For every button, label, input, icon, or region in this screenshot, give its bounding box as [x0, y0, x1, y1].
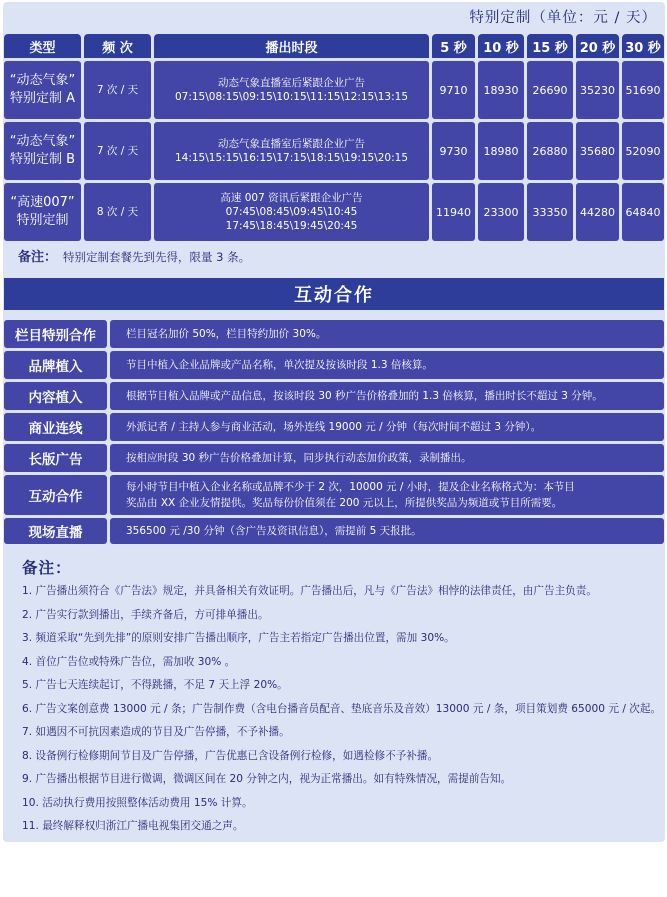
note-item: 7. 如遇因不可抗因素造成的节目及广告停播，不予补播。	[22, 726, 290, 738]
header-frequency: 频 次	[84, 34, 151, 58]
header-type: 类型	[4, 34, 81, 58]
type-line: 特别定制 B	[9, 152, 76, 167]
price-15s: 26880	[527, 122, 573, 180]
header-15s: 15 秒	[527, 34, 573, 58]
cooperation-row	[4, 413, 664, 441]
price-5s: 9730	[432, 122, 475, 180]
price-10s: 23300	[478, 183, 524, 241]
cooperation-label: 互动合作	[4, 475, 107, 515]
note-item: 1. 广告播出须符合《广告法》规定，并具备相关有效证明。广告播出后，凡与《广告法》相悖的法律责任，由广告主负责。	[22, 585, 597, 597]
table-row-slot	[154, 122, 429, 180]
price-20s: 44280	[576, 183, 619, 241]
cooperation-text: 根据节目植入品牌或产品信息，按该时段 30 秒广告价格叠加的 1.3 倍核算，播出时长不超过 3 分钟。	[110, 382, 664, 410]
price-20s: 35680	[576, 122, 619, 180]
table-row-slot	[154, 61, 429, 119]
cooperation-text: 356500 元 /30 分钟（含广告及资讯信息），需提前 5 天报批。	[110, 518, 664, 544]
cooperation-label: 现场直播	[4, 518, 107, 544]
table-row-type	[4, 183, 81, 241]
slot-line: 动态气象直播室后紧跟企业广告	[218, 77, 365, 89]
price-30s: 51690	[622, 61, 664, 119]
cooperation-label: 品牌植入	[4, 351, 107, 379]
table-row-type	[4, 122, 81, 180]
header-5s: 5 秒	[432, 34, 475, 58]
table-note	[18, 246, 250, 265]
note-item: 3. 频道采取“先到先排”的原则安排广告播出顺序，广告主若指定广告播出位置，需加 30%。	[22, 632, 455, 644]
header-10s: 10 秒	[478, 34, 524, 58]
section-title: 互动合作	[4, 278, 664, 310]
type-line: 特别定制	[16, 213, 69, 228]
price-15s: 26690	[527, 61, 573, 119]
cooperation-text: 栏目冠名加价 50%，栏目特约加价 30%。	[110, 320, 664, 348]
table-row-type	[4, 61, 81, 119]
cooperation-row	[4, 444, 664, 472]
price-10s: 18980	[478, 122, 524, 180]
note-item: 5. 广告七天连续起订，不得跳播，不足 7 天上浮 20%。	[22, 679, 288, 691]
cooperation-text	[110, 475, 664, 515]
type-line: “动态气象”	[9, 73, 76, 88]
note-item: 6. 广告文案创意费 13000 元 / 条；广告制作费（含电台播音员配音、垫底音乐及音效）13000 元 / 条，项目策划费 65000 元 / 次起。	[22, 702, 662, 715]
cooperation-label: 内容植入	[4, 382, 107, 410]
note-item: 11. 最终解释权归浙江广播电视集团交通之声。	[22, 820, 244, 832]
cooperation-row	[4, 320, 664, 348]
table-row-frequency: 8 次 / 天	[84, 183, 151, 241]
type-line: “高速007”	[10, 195, 75, 210]
cooperation-text: 节目中植入企业品牌或产品名称，单次提及按该时段 1.3 倍核算。	[110, 351, 664, 379]
price-30s: 64840	[622, 183, 664, 241]
cooperation-row	[4, 518, 664, 544]
price-20s: 35230	[576, 61, 619, 119]
slot-line: 07:45\08:45\09:45\10:45	[225, 206, 358, 218]
notes-title: 备注：	[22, 559, 72, 577]
slot-line: 17:45\18:45\19:45\20:45	[225, 220, 358, 232]
cooperation-row	[4, 382, 664, 410]
notes-list	[22, 584, 661, 843]
header-slot: 播出时段	[154, 34, 429, 58]
price-30s: 52090	[622, 122, 664, 180]
cooperation-label: 栏目特别合作	[4, 320, 107, 348]
cooperation-row	[4, 351, 664, 379]
table-note-label: 备注：	[18, 250, 58, 265]
header-20s: 20 秒	[576, 34, 619, 58]
cooperation-text: 按相应时段 30 秒广告价格叠加计算，同步执行动态加价政策，录制播出。	[110, 444, 664, 472]
slot-line: 07:15\08:15\09:15\10:15\11:15\12:15\13:15	[174, 91, 409, 103]
header-30s: 30 秒	[622, 34, 664, 58]
cooperation-text-line: 奖品由 XX 企业友情提供。奖品每份价值须在 200 元以上，所提供奖品为频道或节目所需要。	[126, 497, 563, 509]
note-item: 10. 活动执行费用按照整体活动费用 15% 计算。	[22, 796, 253, 809]
cooperation-label: 长版广告	[4, 444, 107, 472]
cooperation-text: 外派记者 / 主持人参与商业活动，场外连线 19000 元 / 分钟（每次时间不超过 3 分钟）。	[110, 413, 664, 441]
slot-line: 14:15\15:15\16:15\17:15\18:15\19:15\20:15	[174, 152, 409, 164]
cooperation-label: 商业连线	[4, 413, 107, 441]
note-item: 4. 首位广告位或特殊广告位，需加收 30% 。	[22, 655, 236, 668]
table-row-slot	[154, 183, 429, 241]
price-15s: 33350	[527, 183, 573, 241]
table-note-text: 特别定制套餐先到先得，限量 3 条。	[63, 250, 251, 264]
note-item: 9. 广告播出根据节目进行微调，微调区间在 20 分钟之内，视为正常播出。如有特殊情况，需提前告知。	[22, 773, 512, 785]
price-5s: 11940	[432, 183, 475, 241]
table-row-frequency: 7 次 / 天	[84, 122, 151, 180]
type-line: “动态气象”	[9, 134, 76, 149]
type-line: 特别定制 A	[9, 91, 76, 106]
price-5s: 9710	[432, 61, 475, 119]
note-item: 2. 广告实行款到播出，手续齐备后，方可排单播出。	[22, 608, 269, 621]
price-10s: 18930	[478, 61, 524, 119]
cooperation-row	[4, 475, 664, 515]
note-item: 8. 设备例行检修期间节目及广告停播，广告优惠已含设备例行检修，如遇检修不予补播。	[22, 749, 439, 762]
slot-line: 动态气象直播室后紧跟企业广告	[218, 138, 365, 150]
slot-line: 高速 007 资讯后紧跟企业广告	[220, 192, 363, 204]
table-row-frequency: 7 次 / 天	[84, 61, 151, 119]
cooperation-text-line: 每小时节目中植入企业名称或品牌不少于 2 次，10000 元 / 小时，提及企业名称格式为：本节目	[126, 481, 575, 493]
table-caption: 特别定制（单位：元 / 天）	[469, 10, 657, 26]
